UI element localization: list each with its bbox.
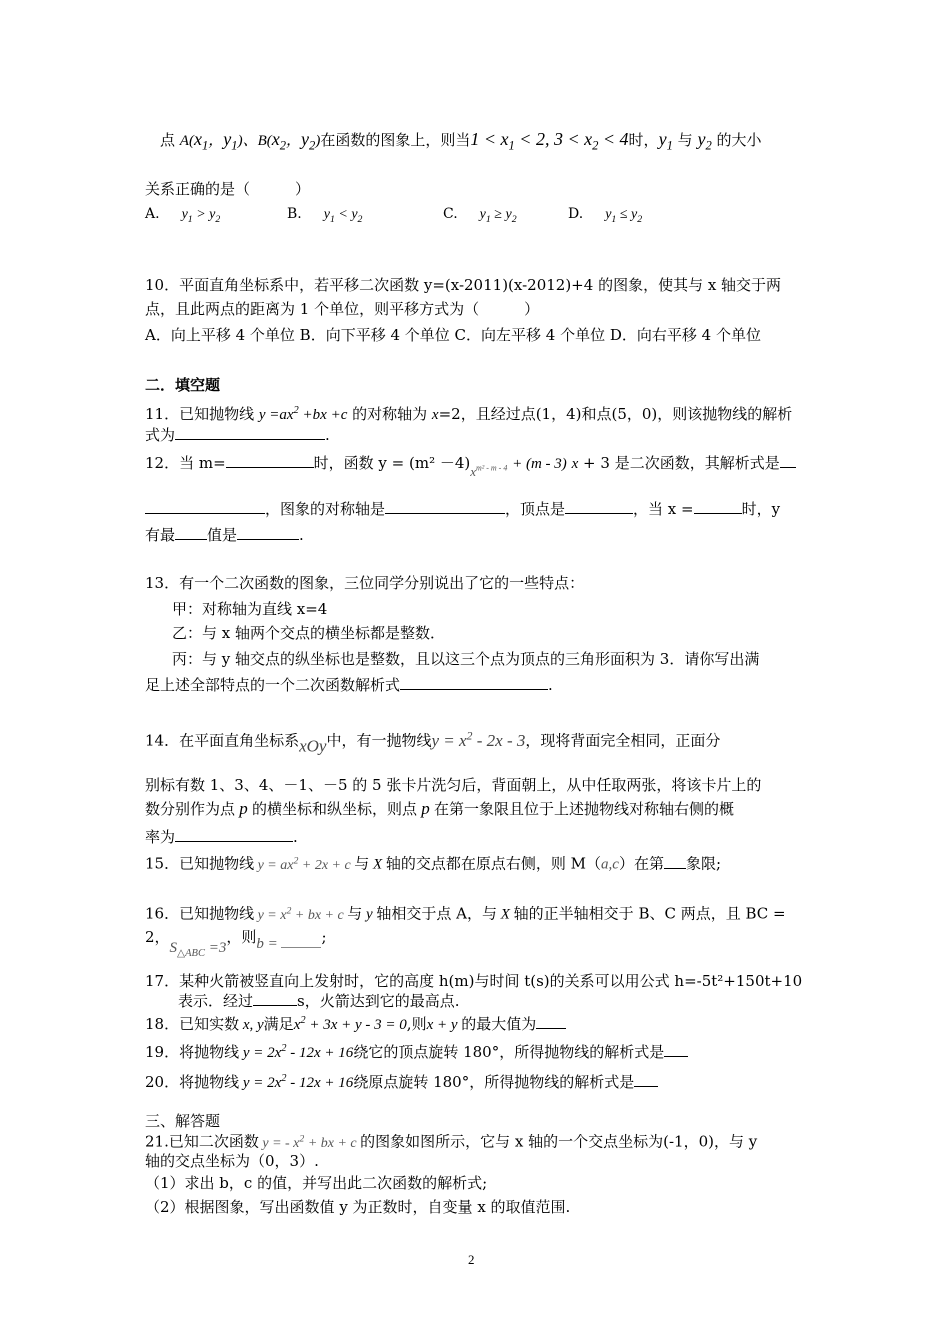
q12-line3: 有最 值是 .	[145, 526, 304, 544]
page-number: 2	[468, 1252, 475, 1267]
q14-line1: 14．在平面直角坐标系xOy中，有一抛物线$y = x^2 - 2x - 3$，现将背面完全相同，正面分	[145, 728, 721, 756]
q20-line: 20．将抛物线 $y = 2x^2 - 12x + 16$绕原点旋转 180°，所得抛物线的解析式是	[145, 1068, 658, 1094]
q9-option-c: C. $y_1 \ge y_2$	[443, 206, 517, 225]
q12-m-blank[interactable]	[226, 452, 314, 468]
q13-line3: 乙：与 x 轴两个交点的横坐标都是整数．	[172, 624, 445, 642]
q17-answer-blank[interactable]	[253, 990, 297, 1006]
q13-line5: 足上述全部特点的一个二次函数解析式 .	[145, 676, 553, 694]
q10-line1: 10．平面直角坐标系中，若平移二次函数 y=(x-2011)(x-2012)+4 的图象，使其与 x 轴交于两	[145, 276, 782, 294]
q14-line4: 率为 .	[145, 828, 298, 846]
q16-line1: 16．已知抛物线 $y = x^2$ + bx + c 与 y 轴相交于点 A，与 X 轴的正半轴相交于 B、C 两点，且 BC =	[145, 904, 786, 923]
q12-value-blank[interactable]	[237, 524, 299, 540]
q17-line2: 表示．经过 s，火箭达到它的最高点.	[178, 992, 460, 1010]
q12-line1: 12．当 m= 时，函数 $y = (m^2 -4)x^{m^2 - m - 4} + (m - 3)$ x + 3 是二次函数，其解析式是	[145, 452, 796, 483]
q9-option-a: A. $y_1 > y_2$	[145, 206, 221, 225]
q11-line2: 式为 .	[145, 426, 330, 444]
q18-line: 18．已知实数 x, y满足$x^2 + 3x + y - 3 = 0$,则x + y 的最大值为	[145, 1010, 566, 1036]
q18-answer-blank[interactable]	[536, 1013, 566, 1029]
q13-answer-blank[interactable]	[400, 674, 548, 690]
q12-x-blank[interactable]	[694, 498, 742, 514]
q17-line1: 17．某种火箭被竖直向上发射时，它的高度 h(m)与时间 t(s)的关系可以用公式 h=-5t²+150t+10	[145, 972, 803, 990]
q9-line1: 点 $A(x_1$，$y_1$)、$B(x_2$，$y_2$)在函数的图象上，则当$1 < x_1 < 2$, $3 < x_2 < 4$时，$y_1$ 与 $y_2$ 的大小	[160, 129, 762, 153]
q21-line3: （1）求出 b，c 的值，并写出此二次函数的解析式;	[145, 1174, 488, 1192]
q13-line2: 甲：对称轴为直线 x=4	[172, 600, 328, 618]
q11-answer-blank[interactable]	[175, 424, 325, 440]
q12-line2: ，图象的对称轴是 ，顶点是 ，当 x = 时，y	[145, 498, 780, 520]
q21-line2: 轴的交点坐标为（0，3）.	[145, 1152, 319, 1170]
q9-option-b: B. $y_1 < y_2$	[287, 206, 363, 225]
q10-line2: 点，且此两点的距离为 1 个单位，则平移方式为（ ）	[145, 300, 540, 318]
q19-line: 19．将抛物线 $y = 2x^2 - 12x + 16$绕它的顶点旋转 180°，所得抛物线的解析式是	[145, 1038, 688, 1064]
q19-answer-blank[interactable]	[664, 1041, 688, 1057]
q9-condition: $1 < x_1 < 2$, $3 < x_2 < 4$	[470, 129, 629, 153]
section-3-heading: 三、解答题	[145, 1112, 221, 1130]
q9-line2: 关系正确的是（ ）	[145, 180, 311, 198]
section-2-heading: 二．填空题	[145, 376, 221, 394]
q13-line1: 13．有一个二次函数的图象，三位同学分别说出了它的一些特点：	[145, 574, 585, 592]
q11-line1: 11．已知抛物线 $y =ax^2 +bx +c$ 的对称轴为 x=2，且经过点(1，4)和点(5，0)，则该抛物线的解析	[145, 405, 793, 423]
q16-answer-blank[interactable]	[281, 932, 321, 948]
q14-line2: 别标有数 1、3、4、－1、－5 的 5 张卡片洗匀后，背面朝上，从中任取两张，将该卡片上的	[145, 776, 762, 794]
q21-line1: 21.已知二次函数 y = - $x^2$ + bx + c 的图象如图所示，它与 x 轴的一个交点坐标为(-1，0)，与 y	[145, 1132, 758, 1151]
q12-axis-blank[interactable]	[385, 498, 505, 514]
q12-formula-blank[interactable]	[145, 498, 265, 514]
q16-line2: 2，$S_{\triangle ABC} =3$，则b = ;	[145, 928, 327, 959]
q21-line4: （2）根据图象，写出函数值 y 为正数时，自变量 x 的取值范围.	[145, 1198, 571, 1216]
q9-option-d: D. $y_1 \le y_2$	[568, 206, 643, 225]
point-a-formula: $A(x_1$，$y_1$)、$B(x_2$，$y_2$)	[179, 129, 321, 153]
q15-line: 15．已知抛物线 $y = ax^2 + 2x + c$ 与 X 轴的交点都在原点右侧，则 M（a,c）在第 象限;	[145, 854, 722, 873]
q20-answer-blank[interactable]	[634, 1071, 658, 1087]
q10-line3: A．向上平移 4 个单位 B．向下平移 4 个单位 C．向左平移 4 个单位 D．向右平移 4 个单位	[145, 326, 761, 344]
q12-extreme-blank[interactable]	[175, 524, 207, 540]
q15-answer-blank[interactable]	[664, 853, 686, 869]
q13-line4: 丙：与 y 轴交点的纵坐标也是整数，且以这三个点为顶点的三角形面积为 3．请你写出满	[172, 650, 760, 668]
q12-vertex-blank[interactable]	[565, 498, 633, 514]
q14-answer-blank[interactable]	[175, 826, 293, 842]
q14-line3: 数分别作为点 p 的横坐标和纵坐标，则点 p 在第一象限且位于上述抛物线对称轴右侧的概	[145, 799, 735, 818]
